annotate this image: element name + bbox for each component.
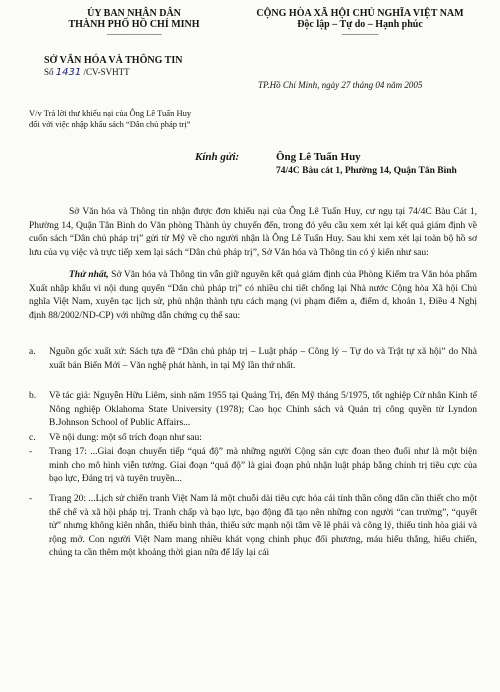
list-item-marker: a.: [29, 347, 36, 357]
subject-line: [29, 108, 259, 130]
list-item-marker: b.: [29, 391, 37, 401]
authority-divider: ---------------------------: [106, 30, 162, 38]
national-motto-header: [232, 8, 488, 38]
quote-item-text: Trang 17: ...Giai đoạn chuyển tiếp “quá độ” mà những người Cộng sản cực đoan theo đuổi như là một biện minh cho mô hình viễn tưởng. Giai đoạn “quá độ” là giai đoạn phủ nhận luật pháp bằng chính trị tiêu cực của bạo lực, Đảng trị và tuyên truyền...: [49, 447, 477, 484]
recipient-address: 74/4C Bàu cát 1, Phường 14, Quận Tân Bình: [276, 166, 457, 176]
list-item-text: Về tác giả: Nguyễn Hữu Liêm, sinh năm 1955 tại Quảng Trị, đến Mỹ tháng 5/1975, tốt nghiệp Cử nhân Kinh tế Nông nghiệp Oklahoma State University (1978); Cao học Chính sách và Quản trị công quyền từ Lyndon B.Johnson School of Public Affairs...: [49, 391, 477, 428]
list-item: [29, 432, 477, 446]
recipient-name: Ông Lê Tuấn Huy: [276, 151, 361, 163]
country-name: CỘNG HÒA XÃ HỘI CHỦ NGHĨA VIỆT NAM: [256, 8, 464, 19]
list-item: [29, 390, 477, 431]
motto-divider: ------------------: [341, 30, 379, 38]
paragraph-intro: [29, 206, 477, 260]
document-number-prefix: Số: [44, 67, 56, 77]
document-number-suffix: /CV-SVHTT: [81, 67, 130, 77]
authority-line-1: ỦY BAN NHÂN DÂN: [87, 8, 181, 19]
subject-line-1: V/v Trả lời thư khiếu nại của Ông Lê Tuấn Huy: [29, 108, 192, 118]
issuing-authority-header: [34, 8, 234, 38]
document-number-handwritten: 1431: [55, 67, 82, 78]
list-item: [29, 346, 477, 373]
authority-line-2: THÀNH PHỐ HỒ CHÍ MINH: [68, 19, 200, 30]
sender-department: SỞ VĂN HÓA VÀ THÔNG TIN: [44, 55, 183, 66]
subject-line-2: đối với việc nhập khẩu sách “Dân chủ pháp trị”: [29, 119, 191, 129]
list-item-text: Nguồn gốc xuất xứ: Sách tựa đề “Dân chủ pháp trị – Luật pháp – Công lý – Tự do và Trật tự xã hội” do Nhà xuất bản Biển Mới – Văn nghệ phát hành, in tại Mỹ lần thứ nhất.: [49, 347, 477, 371]
quote-item: [29, 493, 477, 561]
paragraph-first-point: [29, 269, 477, 323]
document-number: [44, 67, 130, 78]
place-and-date: TP.Hồ Chí Minh, ngày 27 tháng 04 năm 2005: [258, 80, 423, 90]
quote-item-marker: -: [29, 494, 33, 504]
quote-item-text: Trang 20: ...Lịch sử chiến tranh Việt Nam là một chuỗi dài tiêu cực hóa cái tính thần công dân cần thiết cho một thể chế và xã hội pháp trị. Tranh chấp và bạo lực, bạo động đã tạo nên những con người “can trường”, “quyết tử” nhưng không kiên nhẫn, thiếu bình thản, thiếu sức mạnh nội tâm về lẽ phải và công lý, thiếu tinh hòa giải và rộng mở. Con người Việt Nam mang nhiều khát vọng chinh phục đối phương, máu hiếu thắng, hiếu chiến, chúng ta cần thêm một khoảng thời gian nữa để lấy lại cái: [49, 494, 477, 558]
quote-item-marker: -: [29, 447, 33, 457]
list-item-marker: c.: [29, 433, 36, 443]
paragraph-first-point-text: Sở Văn hóa và Thông tin vẫn giữ nguyên kết quả giám định của Phòng Kiểm tra Văn hóa phẩm Xuất nhập khẩu vì nội dung quyển “Dân chủ pháp trị” có nhiều chi tiết chống lại Nhà nước Cộng hòa Xã hội Chủ nghĩa Việt Nam, xuyên tạc lịch sử, phủ nhận thành tựu cách mạng (vi phạm điểm a, điểm d, khoản 1, Điều 4 Nghị định 88/2002/ND-CP) với những dẫn chứng cụ thể sau:: [29, 270, 477, 321]
list-item-text: Về nội dung: một số trích đoạn như sau:: [49, 433, 202, 443]
quote-item: [29, 446, 477, 487]
national-motto: Độc lập – Tự do – Hạnh phúc: [297, 19, 423, 30]
paragraph-first-point-lead: Thứ nhất,: [69, 270, 109, 280]
recipient-label: Kính gửi:: [195, 151, 240, 163]
paragraph-intro-text: Sở Văn hóa và Thông tin nhận được đơn khiếu nại của Ông Lê Tuấn Huy, cư ngụ tại 74/4C Bàu Cát 1, Phường 14, Quận Tân Bình do Văn phòng Thành ủy chuyển đến, trong đó yêu cầu xem xét lại kết quả giám định về cuốn sách “Dân chủ pháp trị” gửi từ Mỹ về cho người nhận là Ông Lê Tuấn Huy. Sau khi xem xét lại toàn bộ hồ sơ lưu của vụ việc và trực tiếp xem lại sách “Dân chủ pháp trị”, Sở Văn hóa và Thông tin có ý kiến như sau:: [29, 207, 477, 258]
